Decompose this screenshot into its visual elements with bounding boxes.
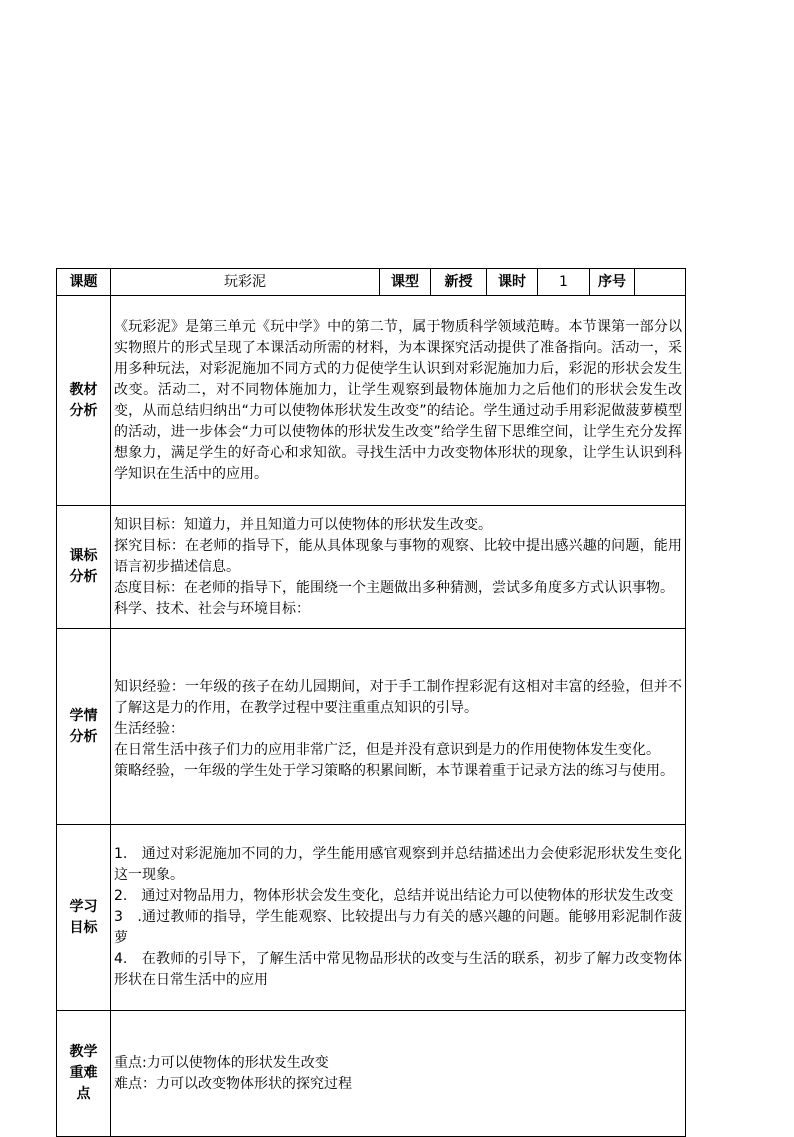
textbook-analysis-content xyxy=(111,296,686,506)
textbook-analysis-text: 《玩彩泥》是第三单元《玩中学》中的第二节，属于物质科学领域范畴。本节课第一部分以实物照片的形式呈现了本课活动所需的材料，为本课探究活动提供了准备指向。活动一，采用多种玩法，对彩泥施加不同方式的力促使学生认识到对彩泥施加力后，彩泥的形状会发生改变。活动二，对不同物体施加力，让学生观察到最物体施加力之后他们的形状会发生改变，从而总结归纳出“力可以使物体形状发生改变”的结论。学生通过动手用彩泥做菠萝模型的活动，进一步体会“力可以使物体的形状发生改变”给学生留下思维空间，让学生充分发挥想象力，满足学生的好奇心和求知欲。寻找生活中力改变物体形状的现象，让学生认识到科学知识在生活中的应用。 xyxy=(114,318,682,482)
key-point: 重点:力可以使物体的形状发生改变 xyxy=(114,1054,329,1071)
key-points-label: 教学 重难 点 xyxy=(57,1011,111,1137)
inquiry-goal: 探究目标：在老师的指导下，能从具体现象与事物的观察、比较中提出感兴趣的问题，能用语言初步描述信息。 xyxy=(114,537,682,575)
knowledge-experience: 知识经验：一年级的孩子在幼儿园期间，对于手工制作捏彩泥有这相对丰富的经验，但并不了解这是力的作用，在教学过程中要注重重点知识的引导。 xyxy=(114,679,682,716)
attitude-goal: 态度目标：在老师的指导下，能围绕一个主题做出多种猜测，尝试多角度多方式认识事物。 xyxy=(114,579,674,596)
type-value: 新授 xyxy=(431,269,487,296)
topic-value: 玩彩泥 xyxy=(111,269,380,296)
life-experience-heading: 生活经验： xyxy=(114,721,184,737)
learning-goals-content xyxy=(111,825,686,1011)
goal-item: 2. 通过对物品用力，物体形状会发生变化，总结并说出结论力可以使物体的形状发生改变 xyxy=(114,888,674,904)
student-analysis-content xyxy=(111,629,686,825)
seq-label: 序号 xyxy=(590,269,635,296)
header-row xyxy=(57,269,686,296)
life-experience: 在日常生活中孩子们力的应用非常广泛，但是并没有意识到是力的作用使物体发生变化。 xyxy=(114,742,660,758)
learning-goals-label: 学习 目标 xyxy=(57,825,111,1011)
knowledge-goal: 知识目标：知道力，并且知道力可以使物体的形状发生改变。 xyxy=(114,516,492,533)
textbook-analysis-label: 教材 分析 xyxy=(57,296,111,506)
textbook-analysis-row xyxy=(57,296,686,506)
difficult-point: 难点：力可以改变物体形状的探究过程 xyxy=(114,1075,352,1092)
goal-item: 3 .通过教师的指导，学生能观察、比较提出与力有关的感兴趣的问题。能够用彩泥制作菠萝 xyxy=(114,909,682,946)
key-points-row xyxy=(57,1011,686,1137)
hours-label: 课时 xyxy=(487,269,538,296)
strategy-experience: 策略经验，一年级的学生处于学习策略的积累间断，本节课着重于记录方法的练习与使用。 xyxy=(114,763,674,779)
lesson-plan-table xyxy=(56,268,686,1137)
student-analysis-label: 学情 分析 xyxy=(57,629,111,825)
goal-item: 1. 通过对彩泥施加不同的力，学生能用感官观察到并总结描述出力会使彩泥形状发生变化这一现象。 xyxy=(114,846,682,883)
stse-goal: 科学、技术、社会与环境目标： xyxy=(114,600,310,617)
curriculum-standard-label: 课标 分析 xyxy=(57,506,111,629)
hours-value: 1 xyxy=(538,269,590,296)
topic-label: 课题 xyxy=(57,269,111,296)
goal-item: 4. 在教师的引导下，了解生活中常见物品形状的改变与生活的联系，初步了解力改变物体形状在日常生活中的应用 xyxy=(114,951,682,988)
key-points-content xyxy=(111,1011,686,1137)
seq-value xyxy=(635,269,686,296)
type-label: 课型 xyxy=(380,269,431,296)
learning-goals-row xyxy=(57,825,686,1011)
curriculum-standard-content xyxy=(111,506,686,629)
curriculum-standard-row xyxy=(57,506,686,629)
student-analysis-row xyxy=(57,629,686,825)
